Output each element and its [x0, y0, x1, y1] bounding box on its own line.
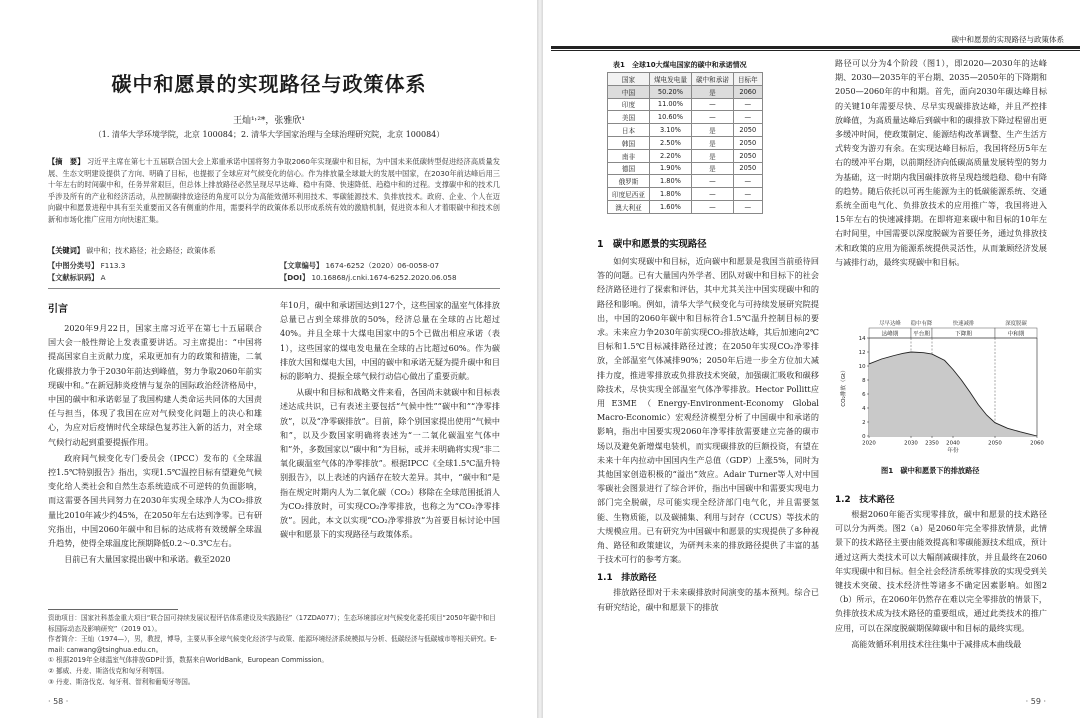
phase-top-label: 尽早达峰: [879, 321, 901, 327]
table-cell: —: [733, 188, 762, 201]
table-cell: 2050: [733, 149, 762, 162]
table-cell: 2050: [733, 124, 762, 137]
table-caption: 表1 全球10大煤电国家的碳中和承诺情况: [613, 61, 747, 69]
y-tick-label: 0: [862, 434, 866, 440]
table-row: [608, 124, 763, 137]
table-cell: 2.50%: [649, 136, 691, 149]
paragraph: 政府间气候变化专门委员会（IPCC）发布的《全球温控1.5℃特别报告》指出，实现1.5℃温控目标有望避免气候变化给人类社会和自然生态系统造成不可逆转的负面影响，而这需要各国共同努力在2030年实现全球净人为CO₂排放量比2010年减少约45%，在2050年左右达到净零。已有研究指出，中国2060年碳中和目标的达成将有效缓解全球温升趋势，使得全球温度比预期降低0.2～0.3℃左右。: [48, 452, 262, 549]
table-cell: 是: [691, 136, 733, 149]
table-row: [608, 188, 763, 201]
page-number: · 58 ·: [48, 697, 69, 706]
header-bar: [551, 46, 1080, 49]
table-header-cell: 碳中和承诺: [691, 73, 733, 86]
table-cell: 1.80%: [649, 188, 691, 201]
table-cell: 是: [691, 124, 733, 137]
table-header-cell: 国家: [608, 73, 650, 86]
footnote: 作者简介：王灿（1974—），男，教授，博导，主要从事全球气候变化经济学与政策、能源环境经济系统模拟与分析、低碳经济与低碳城市等相关研究。E-mail: canwang@tsinghua.edu.cn。: [48, 635, 497, 654]
affiliation: （1. 清华大学环境学院，北京 100084；2. 清华大学国家治理与全球治理研究院，北京 100084）: [93, 130, 445, 139]
phase-band-label: 中和期: [1007, 331, 1025, 338]
y-tick-label: 12: [858, 350, 866, 356]
table-header-cell: 目标年: [733, 73, 762, 86]
left-column-2: [280, 298, 500, 543]
table-row: [608, 162, 763, 175]
table-cell: 日本: [608, 124, 650, 137]
doi-value: 10.16868/j.cnki.1674-6252.2020.06.058: [311, 272, 457, 282]
abstract: [48, 156, 500, 226]
paragraph: 目前已有大量国家提出碳中和承诺。截至2020: [64, 554, 231, 565]
y-axis-label: CO₂排放（Gt）: [841, 367, 847, 407]
table-cell: —: [733, 200, 762, 213]
y-tick-label: 14: [858, 336, 866, 342]
table-cell: 是: [691, 149, 733, 162]
phase-top-label: 深度脱碳: [1005, 321, 1027, 327]
page-number: · 59 ·: [1025, 697, 1046, 706]
table-cell: —: [733, 98, 762, 111]
phase-band-label: 下降期: [955, 331, 972, 338]
table-row: [608, 149, 763, 162]
table-cell: 南非: [608, 149, 650, 162]
table-row: [608, 175, 763, 188]
right-column-1: [597, 236, 819, 616]
article-no-label: 【文章编号】: [280, 261, 324, 270]
keywords-label: 【关键词】: [48, 246, 84, 255]
abstract-label: 【摘 要】: [48, 157, 85, 166]
table-cell: 澳大利亚: [608, 200, 650, 213]
paragraph: 如何实现碳中和目标，近向碳中和愿景是我国当前亟待回答的问题。已有大量国内外学者、团队对碳中和目标下的社会经济路径进行了探索和评估，其中尤其关注中国实现碳中和的路径和影响。例如，清华大学气候变化与可持续发展研究院提出，中国的2060年碳中和目标符合1.5℃温升控制目标的要求。未来应力争2030年前实现CO₂排放达峰，其后加速向2℃目标和1.5℃目标减排路径过渡；在2050年实现CO₂净零排放，全部温室气体减排90%；2050年后进一步全方位加大减排力度，推进零排放或负排放技术突破，加强碳汇吸收和碳移除技术，尽快实现全部温室气体净零排放。Hector Pollitt应用E3ME（Energy-Environment-Economy Global Macro-Economic）宏观经济模型分析了中国碳中和承诺的影响，指出中国要实现2060年净零排放需要建立完备的碳市场以及避免新增煤电装机，而实现碳排放的巨额投资，有望在未来十年内拉动中国国内生产总值（GDP）上涨5%，同时为其他国家创造积极的“溢出”效应。Adair Turner等人对中国零碳社会图景进行了综合评价，指出中国碳中和需要实现电力部门完全脱碳，尽可能实现全经济部门电气化，并且需要氢能、生物质能，以及碳捕集、利用与封存（CCUS）等技术的大规模应用。已有研究为中国碳中和愿景的实现提供了多种视角、路径和政策建议，为研判未来的排放路径提供了丰富的基于技术可行的参考方案。: [597, 256, 819, 565]
header-rule: [48, 288, 500, 289]
paragraph: 从碳中和目标和战略文件来看，各国尚未就碳中和目标表述达成共识，已有表述主要包括“气候中性”“碳中和”“净零排放”，以及“净零碳排放”。目前，除个别国家提出使用“气候中和”，以及少数国家明确将表述为“一二氧化碳温室气体中和”外，多数国家以“碳中和”为目标，或并未明确将实现“非二氧化碳温室气体的净零排放”。根据IPCC《全球1.5℃温升特别报告》，以上表述的内涵存在较大差异。其中，“碳中和”是指在规定时期内人为二氧化碳（CO₂）移除在全球范围抵消人为CO₂排放时，可实现CO₂净零排放，也称之为“CO₂净零排放”。因此，本文以实现“CO₂净零排放”为首要目标讨论中国碳中和愿景下的实现路径与政策体系。: [280, 387, 500, 540]
y-tick-label: 4: [862, 406, 866, 412]
x-tick-label: 2030: [904, 440, 918, 447]
paragraph: 路径可以分为4个阶段（图1），即2020—2030年的达峰期、2030—2035年的平台期、2035—2050年的下降期和2050—2060年的中和期。首先，面向2030年碳达峰目标的关键10年需要尽快、尽早实现碳排放达峰，并且严控排放峰值，为高质量达峰后到碳中和的碳排放下降过程留出更多缓冲时间，使政策制定、能源结构改革调整、生产生活方式转变为游刃有余。在实现达峰目标后，我国将经历5年左右的缓冲平台期，以前期经济向低碳高质量发展转型的努力为基础，这一时期内我国碳排放将呈现趋缓趋稳、稳中有降的趋势。随后依托以可再生能源为主的低碳能源系统、交通系统全面电气化、负排放技术的应用推广等，我国将进入15年左右的快速减排期。在即将迎来碳中和目标的10年左右时间里，中国需要以深度脱碳为首要任务，通过负排放技术和政策的应用为能源系统提供灵活性，从而兼顾经济发展与减排行动，最终实现碳中和目标。: [835, 58, 1047, 267]
table-cell: 德国: [608, 162, 650, 175]
table-cell: —: [691, 98, 733, 111]
section-heading: 1 碳中和愿景的实现路径: [597, 239, 707, 250]
footnote: ② 挪威、丹麦、斯洛伐克和匈牙利等国。: [48, 666, 169, 675]
clc-label: 【中图分类号】: [48, 261, 99, 270]
x-tick-label: 2040: [946, 440, 960, 447]
paragraph: 2020年9月22日，国家主席习近平在第七十五届联合国大会一般性辩论上发表重要讲话。习主席提出：“中国将提高国家自主贡献力度，采取更加有力的政策和措施，二氧化碳排放力争于2030年前达到峰值，努力争取2060年前实现碳中和。”在新冠肺炎疫情与复杂的国际政治经济格局中，中国的碳中和承诺彰显了我国构建人类命运共同体的大国责任与担当，体现了我国在应对气候变化问题上的决心和雄心，为应对后疫情时代全球绿色复苏注入新的活力，对全球气候行动起到重要提振作用。: [48, 323, 262, 447]
table-cell: 50.20%: [649, 85, 691, 98]
keywords: [48, 246, 500, 256]
footnote-rule: [48, 609, 178, 610]
x-axis-label: 年份: [947, 448, 959, 454]
phase-band-label: 平台期: [913, 331, 930, 338]
table-cell: 3.10%: [649, 124, 691, 137]
left-page: [0, 0, 537, 718]
table-cell: 2050: [733, 162, 762, 175]
table-cell: 是: [691, 162, 733, 175]
table-cell: —: [691, 188, 733, 201]
table-cell: —: [733, 111, 762, 124]
y-tick-label: 10: [858, 364, 866, 370]
table-cell: 印度尼西亚: [608, 188, 650, 201]
article-meta: [280, 260, 457, 283]
table-cell: 10.60%: [649, 111, 691, 124]
right-page: [543, 0, 1080, 718]
footnote: ③ 丹麦、斯洛伐克、匈牙利、智利和葡萄牙等国。: [48, 677, 195, 686]
y-tick-label: 8: [862, 378, 866, 384]
keywords-text: 碳中和；技术路径；社会路径；政策体系: [86, 246, 216, 255]
table-cell: 中国: [608, 85, 650, 98]
intro-heading: 引言: [48, 304, 68, 315]
emission-path-chart: [835, 310, 1051, 462]
x-tick-label: 2060: [1030, 440, 1044, 447]
left-column-1: [48, 298, 262, 568]
paragraph: 年10月，碳中和承诺国达到127个，这些国家的温室气体排放总量已占到全球排放的50%，经济总量在全球的占比超过40%。并且全球十大煤电国家中的5个已做出相应承诺（表1），这些国家的煤电发电量在全球的占比超过60%。作为碳排放大国和煤电大国，中国的碳中和承诺无疑为提升碳中和目标的影响力、提振全球气候行动信心做出了重要贡献。: [280, 300, 500, 382]
running-head: 碳中和愿景的实现路径与政策体系: [951, 35, 1064, 44]
article-title: 碳中和愿景的实现路径与政策体系: [111, 72, 427, 96]
subsection-heading: 1.1 排放路径: [597, 573, 657, 584]
classification-meta: [48, 260, 125, 283]
y-tick-label: 2: [862, 420, 866, 426]
footnote: ① 根据2019年全球温室气体排放GDP计算，数据来自WorldBank，European Commission。: [48, 656, 329, 665]
table-row: [608, 136, 763, 149]
table-cell: 美国: [608, 111, 650, 124]
table-cell: —: [691, 175, 733, 188]
figure-caption: 图1 碳中和愿景下的排放路径: [881, 466, 980, 475]
phase-band-label: 达峰期: [881, 331, 899, 338]
x-tick-label: 2050: [988, 440, 1002, 447]
authors: 王灿¹˒²*，张雅欣¹: [232, 116, 306, 126]
y-tick-label: 6: [862, 392, 866, 398]
table-cell: 印度: [608, 98, 650, 111]
table-cell: —: [691, 111, 733, 124]
right-column-2: [835, 56, 1047, 271]
table-cell: 1.60%: [649, 200, 691, 213]
abstract-text: 习近平主席在第七十五届联合国大会上郑重承诺中国将努力争取2060年实现碳中和目标，为中国未来低碳转型促进经济高质量发展、生态文明建设提供了方向、明确了目标，也提振了全球应对气候变化的信心。作为排放量全球最大的发展中国家，在2030年前达峰后用三十年左右的时间碳中和，任务异常艰巨，但总体上排放路径必然呈现尽早达峰、稳中有降、快速降低、趋稳中和的过程。支撑碳中和的技术几乎涉及所有的产业和经济活动，从控制碳排放途径的角度可以分为高能效循环利用技术、零碳能源技术、负排放技术。政府、企业、个人在迈向碳中和愿景进程中具有至关重要而又各有侧重的作用，需要科学的政策体系以形成系统有效的激励机制，促进资本和人才着眼碳中和技术创新和市场化推广应用方向快速汇集。: [48, 157, 500, 224]
table-cell: 2.20%: [649, 149, 691, 162]
table-row: [608, 200, 763, 213]
table-row: [608, 85, 763, 98]
table-row: [608, 111, 763, 124]
footnotes: [48, 613, 500, 687]
table-cell: 1.80%: [649, 175, 691, 188]
doc-code-value: A: [100, 272, 106, 282]
article-no-value: 1674-6252（2020）06-0058-07: [325, 261, 440, 270]
doi-label: 【DOI】: [280, 272, 310, 282]
x-tick-label: 2020: [862, 440, 876, 447]
table-header-cell: 煤电发电量: [649, 73, 691, 86]
coal-power-table: [607, 72, 763, 214]
table-cell: 2050: [733, 136, 762, 149]
doc-code-label: 【文献标识码】: [48, 272, 99, 282]
footnote: 资助项目：国家社科基金重大项目“联合国可持续发展议程评估体系建设及实践路径”（17ZDA077）；生态环境部应对气候变化委托项目“2050年碳中和目标国际动态及影响研究”（2019 01）。: [48, 614, 496, 633]
table-cell: —: [733, 175, 762, 188]
phase-top-label: 稳中有降: [910, 321, 933, 327]
phase-top-label: 快速减排: [952, 321, 975, 327]
header-bar-thin: [551, 50, 1080, 51]
table-cell: 2060: [733, 85, 762, 98]
clc-value: F113.3: [100, 261, 126, 270]
table-cell: —: [691, 200, 733, 213]
paragraph: 排放路径即对于未来碳排放时间演变的基本预判。综合已有研究结论，碳中和愿景下的排放: [597, 587, 819, 612]
right-column-2-lower: [835, 492, 1047, 653]
emission-area: [869, 352, 1037, 436]
table-cell: 是: [691, 85, 733, 98]
table-cell: 11.00%: [649, 98, 691, 111]
table-cell: 韩国: [608, 136, 650, 149]
table-cell: 1.90%: [649, 162, 691, 175]
table-body: [608, 85, 763, 213]
paragraph: 高能效循环利用技术往往集中于减排成本曲线最: [851, 638, 1022, 649]
x-tick-label: 2350: [925, 440, 939, 447]
subsection-heading: 1.2 技术路径: [835, 495, 895, 505]
table-row: [608, 98, 763, 111]
paragraph: 根据2060年能否实现零排放，碳中和愿景的技术路径可以分为两类。图2（a）是2060年完全零排放情景，此情景下的技术路径主要由能效提高和零碳能源技术组成，预计通过这两大类技术可以大幅削减碳排放，并且最终在2060年实现碳中和目标。但全社会经济系统零排放的实现受到关键技术突破、技术经济性等诸多不确定因素影响。如图2（b）所示，在2060年仍然存在难以完全零排放的情景下，负排放技术成为技术路径的重要组成，通过此类技术的推广应用，可以在深度脱碳期保障碳中和目标的最终实现。: [835, 509, 1047, 633]
table-cell: 俄罗斯: [608, 175, 650, 188]
